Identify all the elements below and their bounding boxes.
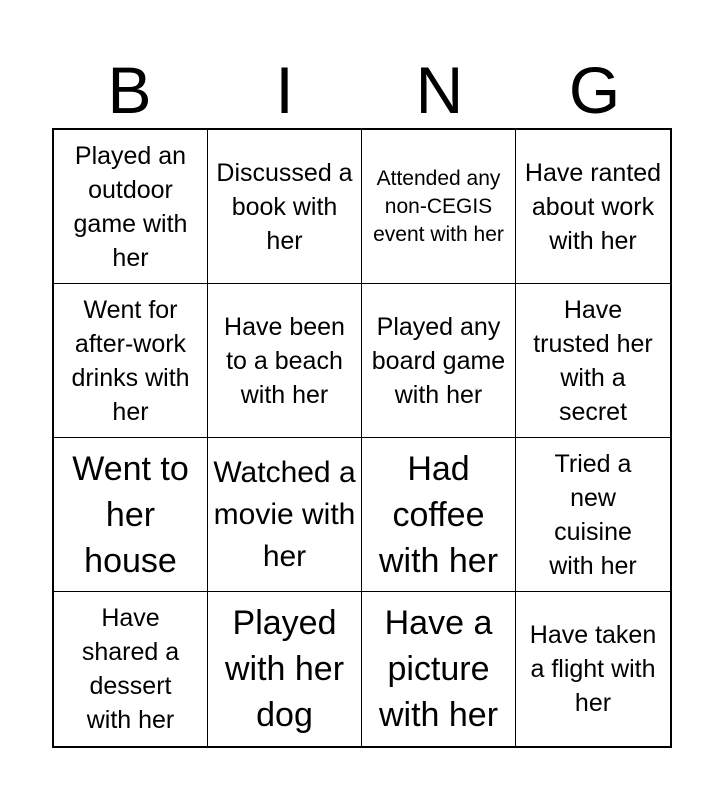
bingo-cell[interactable] <box>516 130 670 284</box>
cell-text: Have a picture with her <box>378 604 499 734</box>
cell-text: Have shared a dessert with her <box>81 604 180 734</box>
cell-text: Watched a movie with her <box>213 455 356 573</box>
bingo-cell[interactable] <box>54 592 208 746</box>
cell-text: Went to her house <box>72 449 189 580</box>
cell-text: Have taken a flight with her <box>529 621 657 717</box>
header-letter-n: N <box>415 53 464 127</box>
bingo-cell[interactable] <box>516 284 670 438</box>
bingo-grid <box>52 128 672 748</box>
cell-text: Have been to a beach with her <box>224 312 345 409</box>
bingo-cell[interactable] <box>362 438 516 592</box>
cell-text: Tried a new cuisine with her <box>549 449 637 580</box>
bingo-cell[interactable] <box>208 130 362 284</box>
bingo-cell[interactable] <box>208 592 362 746</box>
cell-text: Had coffee with her <box>378 449 499 580</box>
bingo-cell[interactable] <box>208 284 362 438</box>
cell-text: Attended any non-CEGIS event with her <box>373 166 504 246</box>
cell-text: Have trusted her with a secret <box>533 295 653 426</box>
bingo-cell[interactable] <box>516 592 670 746</box>
header-letter-b: B <box>107 53 152 127</box>
bingo-header <box>52 52 672 128</box>
cell-text: Discussed a book with her <box>216 158 353 255</box>
bingo-cell[interactable] <box>362 130 516 284</box>
cell-text: Played an outdoor game with her <box>73 141 188 272</box>
bingo-cell[interactable] <box>54 130 208 284</box>
bingo-cell[interactable] <box>54 438 208 592</box>
bingo-cell[interactable] <box>362 592 516 746</box>
cell-text: Played any board game with her <box>371 312 506 409</box>
header-letter-i: I <box>275 53 294 127</box>
cell-text: Played with her dog <box>224 604 345 734</box>
header-letter-g: G <box>568 53 621 127</box>
cell-text: Went for after-work drinks with her <box>71 295 190 426</box>
bingo-cell[interactable] <box>208 438 362 592</box>
bingo-cell[interactable] <box>516 438 670 592</box>
cell-text: Have ranted about work with her <box>524 158 662 255</box>
bingo-cell[interactable] <box>54 284 208 438</box>
bingo-cell[interactable] <box>362 284 516 438</box>
